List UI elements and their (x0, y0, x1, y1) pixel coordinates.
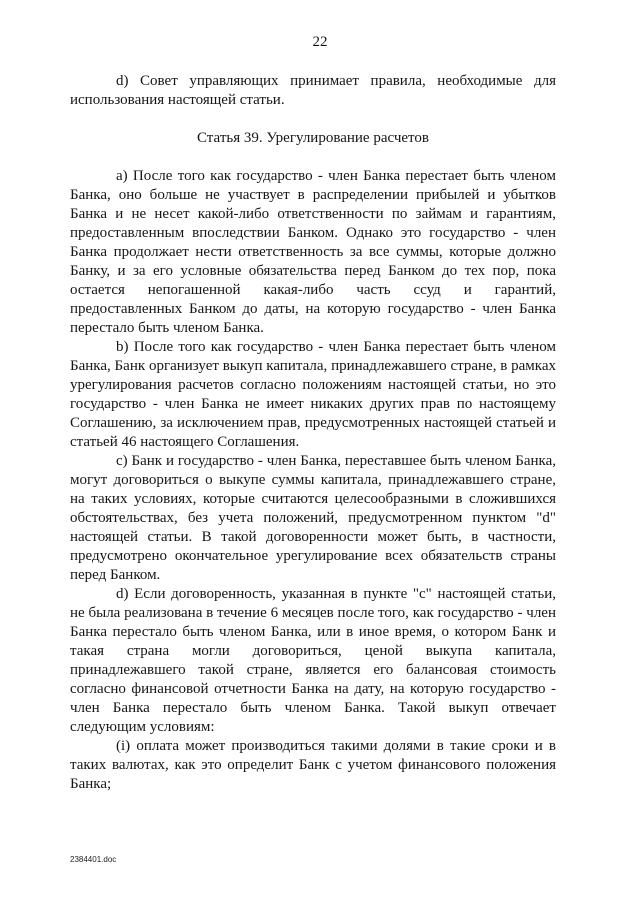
document-body (70, 72, 556, 794)
article-title: Статья 39. Урегулирование расчетов (197, 130, 429, 146)
article-paragraph-a: a) После того как государство - член Банка перестает быть членом Банка, оно больше не участвует в распределении прибылей и убытков Банка и не несет какой-либо ответственности по займам и гарантиям, предоставленным впоследствии Банком. Однако это государство - член Банка продолжает нести ответственность за все суммы, которые должно Банку, и за его условные обязательства перед Банком до тех пор, пока остается непогашенной какая-либо часть ссуд и гарантий, предоставленных Банком до даты, на которую государство - член Банка перестало быть членом Банка. (70, 168, 556, 336)
intro-paragraph: d) Совет управляющих принимает правила, необходимые для использования настоящей статьи. (70, 73, 556, 108)
article-subparagraph-i: (i) оплата может производиться такими долями в такие сроки и в таких валютах, как это определит Банк с учетом финансового положения Банка; (70, 738, 556, 792)
article-paragraph-c: c) Банк и государство - член Банка, переставшее быть членом Банка, могут договориться о выкупе суммы капитала, принадлежавшего стране, на таких условиях, которые считаются целесообразными в сложившихся обстоятельствах, без учета положений, предусмотренном пунктом "d" настоящей статьи. В такой договоренности может быть, в частности, предусмотрено окончательное урегулирование всех обязательств страны перед Банком. (70, 453, 556, 583)
footer-filename: 2384401.doc (70, 855, 117, 864)
article-paragraph-d: d) Если договоренность, указанная в пункте "c" настоящей статьи, не была реализована в течение 6 месяцев после того, как государство - член Банка перестало быть членом Банка, или в иное время, о котором Банк и такая страна могли договориться, ценой выкупа капитала, принадлежавшего такой стране, является его балансовая стоимость согласно финансовой отчетности Банка на дату, на которую государство - член Банка перестало быть членом Банка. Такой выкуп отвечает следующим условиям: (70, 586, 556, 735)
article-paragraph-b: b) После того как государство - член Банка перестает быть членом Банка, Банк организует выкуп капитала, принадлежавшего стране, в рамках урегулирования расчетов согласно положениям настоящей статьи, но это государство - член Банка не имеет никаких других прав по настоящему Соглашению, за исключением прав, предусмотренных настоящей статьей и статьей 46 настоящего Соглашения. (70, 339, 556, 450)
page-number: 22 (312, 34, 328, 50)
